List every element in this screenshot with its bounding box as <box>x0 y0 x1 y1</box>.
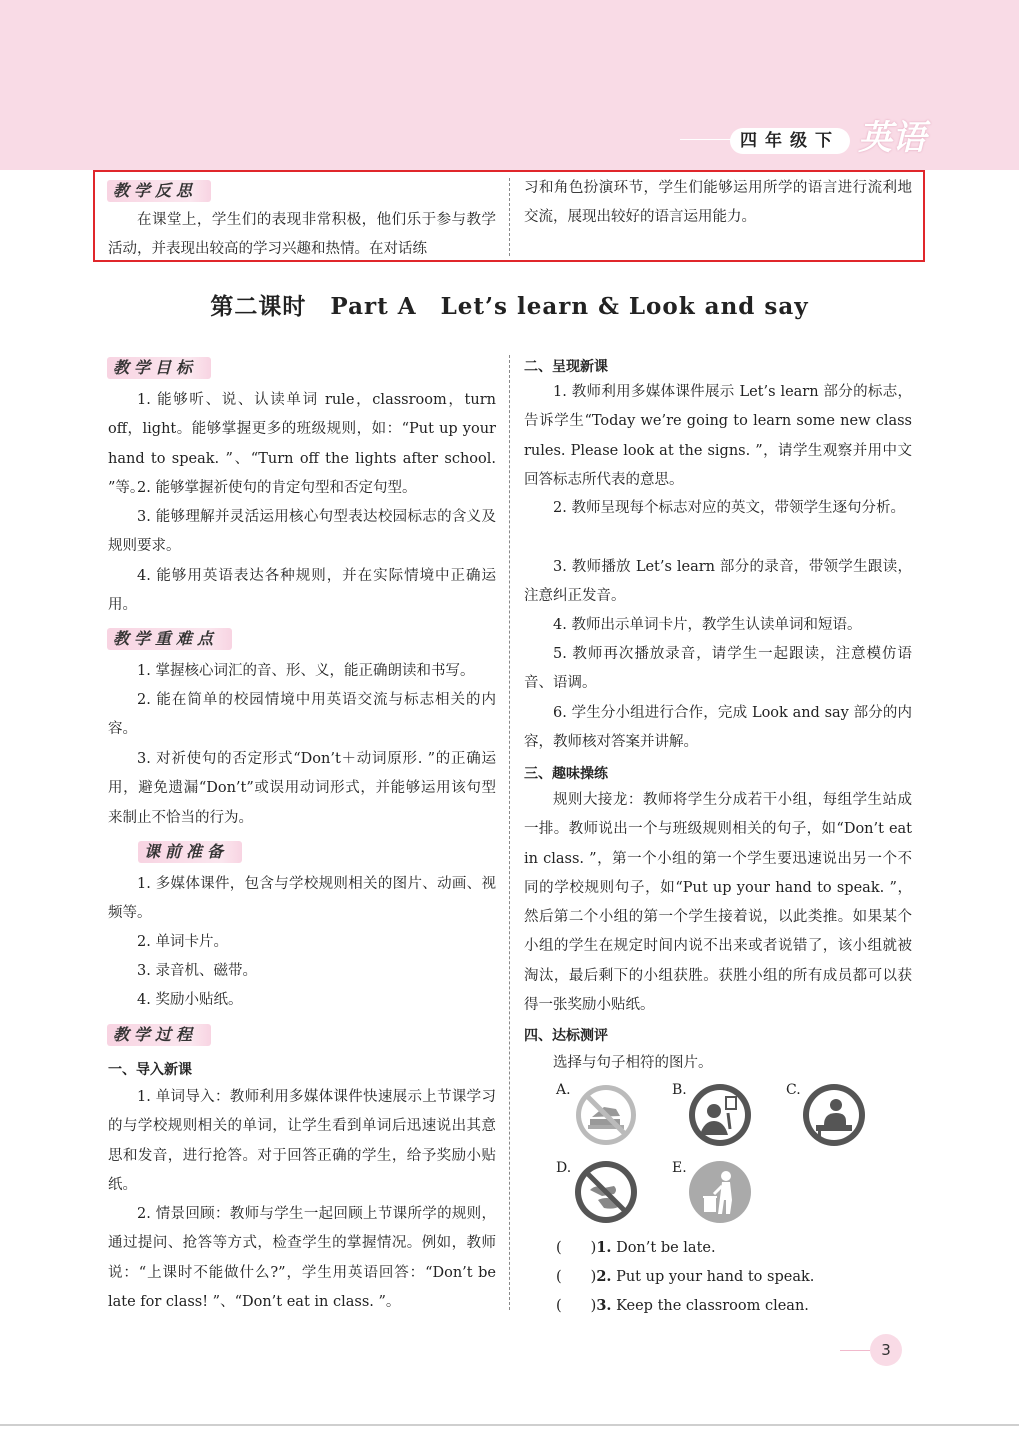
option-b-label: B. <box>672 1082 687 1098</box>
section-4-heading: 四、达标测评 <box>524 1028 608 1044</box>
question-3-text: Keep the classroom clean. <box>611 1298 809 1314</box>
goal-item-2: 2. 能够掌握祈使句的肯定句型和否定句型。 <box>137 480 417 496</box>
question-3-number: 3. <box>596 1297 612 1314</box>
page-number-decor-line <box>840 1350 870 1351</box>
lesson-title: 第二课时 Part A Let’s learn & Look and say <box>210 293 809 320</box>
s2-item-4: 4. 教师出示单词卡片，教学生认读单词和短语。 <box>553 617 862 633</box>
raise-hand-sign-icon <box>688 1083 752 1147</box>
option-a-label: A. <box>556 1082 571 1098</box>
answer-blank-3[interactable]: ( ) <box>556 1298 597 1314</box>
question-2-text: Put up your hand to speak. <box>611 1269 815 1285</box>
section-3-heading: 三、趣味操练 <box>524 766 608 782</box>
reflection-text-right: 习和角色扮演环节，学生们能够运用所学的语言进行流利地交流，展现出较好的语言运用能力。 <box>524 180 912 226</box>
question-1 <box>556 1236 716 1257</box>
s2-item-6: 6. 学生分小组进行合作，完成 Look and say 部分的内容，教师核对答案并讲解。 <box>524 705 912 751</box>
s3-text: 规则大接龙：教师将学生分成若干小组，每组学生站成一排。教师说出一个与班级规则相关的句子，如“Don’t eat in class. ”，第一个小组的第一个学生要迅速说出另一个不同的学校规则句子，如“Put up your hand to speak. ”，然后第二个小组的第一个学生接着说，以此类推。如果某个小组的学生在规定时间内说不出来或者说错了，该小组就被淘汰，最后剩下的小组获胜。获胜小组的所有成员都可以获得一张奖励小贴纸。 <box>524 792 912 1014</box>
s1-item-1: 1. 单词导入：教师利用多媒体课件快速展示上节课学习的与学校规则相关的单词，让学生看到单词后迅速说出其意思和发音，进行抢答。对于回答正确的学生，给予奖励小贴纸。 <box>108 1089 496 1193</box>
page-number: 3 <box>870 1334 902 1366</box>
throw-rubbish-in-bin-sign-icon <box>688 1160 752 1224</box>
question-3 <box>556 1294 809 1315</box>
keypoint-item-3: 3. 对祈使句的否定形式“Don’t＋动词原形. ”的正确运用，避免遗漏“Don’t”或误用动词形式，并能够运用该句型来制止不恰当的行为。 <box>108 751 496 826</box>
no-hitting-sign-icon <box>574 1160 638 1224</box>
preparation-tag: 课前准备 <box>138 841 242 863</box>
goal-item-4: 4. 能够用英语表达各种规则，并在实际情境中正确运用。 <box>108 568 496 614</box>
question-1-text: Don’t be late. <box>611 1240 716 1256</box>
option-d-label: D. <box>556 1160 572 1176</box>
section-2-heading: 二、呈现新课 <box>524 359 608 375</box>
s2-item-1: 1. 教师利用多媒体课件展示 Let’s learn 部分的标志，告诉学生“Today we’re going to learn some new class rules. Please look at the signs. ”，请学生观察并用中文回答标志所代表的意思。 <box>524 384 912 488</box>
s4-instruction: 选择与句子相符的图片。 <box>553 1055 713 1071</box>
prep-item-2: 2. 单词卡片。 <box>137 934 228 950</box>
no-eating-sign-icon <box>574 1083 638 1147</box>
subject-label: 英语 <box>858 118 926 158</box>
grade-label: 四年级下 <box>730 128 850 154</box>
prep-item-4: 4. 奖励小贴纸。 <box>137 992 243 1008</box>
keypoint-item-1: 1. 掌握核心词汇的音、形、义，能正确朗读和书写。 <box>137 663 475 679</box>
answer-blank-2[interactable]: ( ) <box>556 1269 597 1285</box>
option-c-label: C. <box>786 1082 801 1098</box>
s2-item-5: 5. 教师再次播放录音，请学生一起跟读，注意模仿语音、语调。 <box>524 646 912 692</box>
s2-item-3: 3. 教师播放 Let’s learn 部分的录音，带领学生跟读，注意纠正发音。 <box>524 559 912 605</box>
goals-tag: 教学目标 <box>107 357 211 379</box>
bottom-rule <box>0 1424 1019 1426</box>
prep-item-3: 3. 录音机、磁带。 <box>137 963 257 979</box>
reflection-divider <box>509 178 510 256</box>
prep-item-1: 1. 多媒体课件，包含与学校规则相关的图片、动画、视频等。 <box>108 876 496 922</box>
answer-blank-1[interactable]: ( ) <box>556 1240 597 1256</box>
s2-item-2: 2. 教师呈现每个标志对应的英文，带领学生逐句分析。 <box>553 500 905 516</box>
reflection-tag: 教学反思 <box>107 180 211 202</box>
process-tag: 教学过程 <box>107 1024 211 1046</box>
option-e-label: E. <box>672 1160 687 1176</box>
question-2 <box>556 1265 814 1286</box>
goal-item-1: 1. 能够听、说、认读单词 rule，classroom，turn off，light。能够掌握更多的班级规则，如：“Put up your hand to speak. ”、“Turn off the lights after school. ”等。 <box>108 392 496 496</box>
reflection-text-left: 在课堂上，学生们的表现非常积极，他们乐于参与教学活动，并表现出较高的学习兴趣和热情。在对话练 <box>108 212 496 258</box>
keypoint-item-2: 2. 能在简单的校园情境中用英语交流与标志相关的内容。 <box>108 692 496 738</box>
column-divider <box>509 355 510 1310</box>
question-1-number: 1. <box>596 1239 612 1256</box>
section-1-heading: 一、导入新课 <box>108 1062 192 1078</box>
student-at-desk-sign-icon <box>802 1083 866 1147</box>
question-2-number: 2. <box>596 1268 612 1285</box>
keypoints-tag: 教学重难点 <box>107 628 232 650</box>
s1-item-2: 2. 情景回顾：教师与学生一起回顾上节课所学的规则，通过提问、抢答等方式，检查学生的掌握情况。例如，教师说：“上课时不能做什么?”，学生用英语回答：“Don’t be late for class! ”、“Don’t eat in class. ”。 <box>108 1206 496 1310</box>
goal-item-3: 3. 能够理解并灵活运用核心句型表达校园标志的含义及规则要求。 <box>108 509 496 555</box>
